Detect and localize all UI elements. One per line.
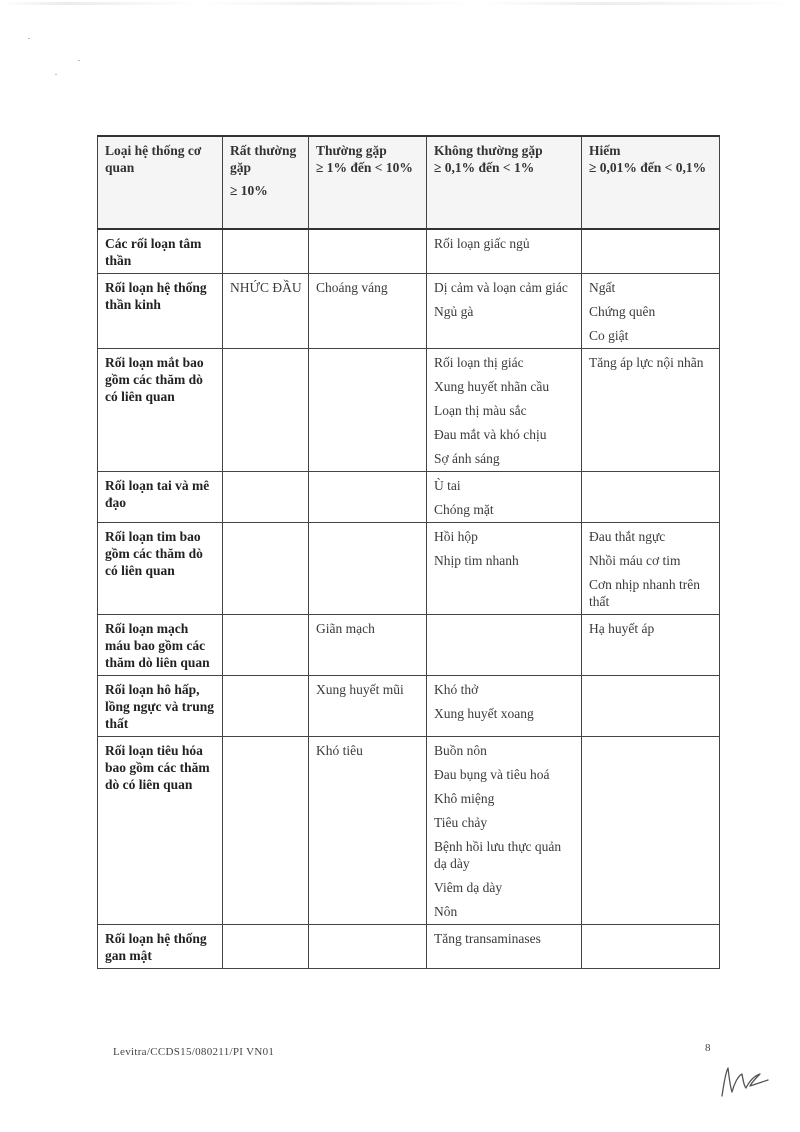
frequency-cell-common xyxy=(309,523,427,615)
frequency-cell-common xyxy=(309,472,427,523)
frequency-cell-rare xyxy=(582,472,720,523)
table-body xyxy=(98,229,720,969)
adverse-effect-item: Hồi hộp xyxy=(434,529,478,544)
header-common xyxy=(309,136,427,229)
header-label: Không thường gặp xyxy=(434,143,543,158)
frequency-cell-uncommon xyxy=(427,676,582,737)
frequency-cell-rare xyxy=(582,925,720,969)
table-row xyxy=(98,523,720,615)
adverse-effect-item: Choáng váng xyxy=(316,280,388,295)
frequency-cell-rare xyxy=(582,274,720,349)
frequency-cell-uncommon xyxy=(427,615,582,676)
frequency-cell-uncommon xyxy=(427,349,582,472)
organ-class-cell: Rối loạn mạch máu bao gồm các thăm dò liên quan xyxy=(98,615,223,676)
organ-class-cell: Các rối loạn tâm thần xyxy=(98,229,223,274)
frequency-cell-rare xyxy=(582,349,720,472)
organ-class-cell: Rối loạn tiêu hóa bao gồm các thăm dò có liên quan xyxy=(98,737,223,925)
frequency-cell-uncommon xyxy=(427,523,582,615)
adverse-effect-item: Ù tai xyxy=(434,478,461,493)
frequency-cell-very-common xyxy=(223,615,309,676)
frequency-cell-very-common xyxy=(223,472,309,523)
adverse-effect-item: Buồn nôn xyxy=(434,743,487,758)
adverse-effect-item: Khó thở xyxy=(434,682,479,697)
frequency-cell-common xyxy=(309,615,427,676)
table-row xyxy=(98,349,720,472)
scan-speck xyxy=(78,60,80,61)
adverse-effect-item: Chứng quên xyxy=(589,304,656,319)
adverse-effect-item: Cơn nhịp nhanh trên thất xyxy=(589,577,700,609)
adverse-effect-item: Nôn xyxy=(434,904,458,919)
frequency-cell-very-common xyxy=(223,349,309,472)
adverse-effect-item: Nhịp tim nhanh xyxy=(434,553,519,568)
adverse-effect-item: Xung huyết mũi xyxy=(316,682,404,697)
frequency-cell-rare xyxy=(582,615,720,676)
header-label: Loại hệ thống cơ quan xyxy=(105,143,202,175)
frequency-cell-very-common xyxy=(223,737,309,925)
adverse-effect-item: Khó tiêu xyxy=(316,743,363,758)
page-number: 8 xyxy=(705,1042,711,1054)
frequency-cell-uncommon xyxy=(427,472,582,523)
adverse-effect-item: Đau thắt ngực xyxy=(589,529,666,544)
scan-edge xyxy=(0,2,800,5)
adverse-effect-item: Xung huyết nhãn cầu xyxy=(434,379,550,394)
table-row xyxy=(98,925,720,969)
adverse-effect-item: Rối loạn thị giác xyxy=(434,355,524,370)
adverse-effect-item: NHỨC ĐẦU xyxy=(230,280,302,295)
frequency-cell-rare xyxy=(582,737,720,925)
frequency-cell-very-common xyxy=(223,523,309,615)
organ-class-cell: Rối loạn hô hấp, lồng ngực và trung thất xyxy=(98,676,223,737)
table-row xyxy=(98,229,720,274)
adverse-effect-item: Đau mắt và khó chịu xyxy=(434,427,547,442)
header-frequency: ≥ 1% đến < 10% xyxy=(316,160,413,175)
adverse-effect-item: Co giật xyxy=(589,328,629,343)
adverse-effect-item: Giãn mạch xyxy=(316,621,375,636)
frequency-cell-very-common xyxy=(223,229,309,274)
adverse-effect-item: Bệnh hồi lưu thực quản dạ dày xyxy=(434,839,562,871)
header-organ-class xyxy=(98,136,223,229)
adverse-effect-item: Chóng mặt xyxy=(434,502,494,517)
frequency-cell-very-common xyxy=(223,925,309,969)
organ-class-cell: Rối loạn tai và mê đạo xyxy=(98,472,223,523)
document-code: Levitra/CCDS15/080211/PI VN01 xyxy=(113,1046,275,1058)
adverse-effect-item: Tăng transaminases xyxy=(434,931,541,946)
adverse-effect-item: Rối loạn giấc ngủ xyxy=(434,236,530,251)
header-rare xyxy=(582,136,720,229)
header-uncommon xyxy=(427,136,582,229)
adverse-effect-item: Ngủ gà xyxy=(434,304,474,319)
header-frequency: ≥ 0,1% đến < 1% xyxy=(434,160,535,175)
adverse-effect-item: Viêm dạ dày xyxy=(434,880,503,895)
frequency-cell-common xyxy=(309,737,427,925)
frequency-cell-very-common xyxy=(223,274,309,349)
scan-speck xyxy=(28,38,30,39)
header-frequency: ≥ 0,01% đến < 0,1% xyxy=(589,160,707,175)
adverse-effect-item: Nhồi máu cơ tim xyxy=(589,553,681,568)
table-row xyxy=(98,676,720,737)
header-label: Rất thường gặp xyxy=(230,143,297,175)
table-row xyxy=(98,615,720,676)
organ-class-cell: Rối loạn hệ thống thần kinh xyxy=(98,274,223,349)
organ-class-cell: Rối loạn tim bao gồm các thăm dò có liên quan xyxy=(98,523,223,615)
frequency-cell-common xyxy=(309,274,427,349)
frequency-cell-uncommon xyxy=(427,274,582,349)
adverse-effect-item: Xung huyết xoang xyxy=(434,706,534,721)
header-label: Hiếm xyxy=(589,143,621,158)
header-frequency: ≥ 10% xyxy=(230,183,268,198)
frequency-cell-common xyxy=(309,676,427,737)
adverse-effect-item: Loạn thị màu sắc xyxy=(434,403,527,418)
adverse-effect-item: Sợ ánh sáng xyxy=(434,451,500,466)
adverse-effect-item: Dị cảm và loạn cảm giác xyxy=(434,280,568,295)
organ-class-cell: Rối loạn mắt bao gồm các thăm dò có liên quan xyxy=(98,349,223,472)
table-header-row xyxy=(98,136,720,229)
frequency-cell-common xyxy=(309,349,427,472)
frequency-cell-common xyxy=(309,925,427,969)
header-very-common xyxy=(223,136,309,229)
signature-mark xyxy=(716,1062,772,1102)
frequency-cell-rare xyxy=(582,229,720,274)
adverse-effect-item: Tiêu chảy xyxy=(434,815,488,830)
adverse-effect-item: Khô miệng xyxy=(434,791,495,806)
organ-class-cell: Rối loạn hệ thống gan mật xyxy=(98,925,223,969)
table-row xyxy=(98,472,720,523)
adverse-effect-item: Tăng áp lực nội nhãn xyxy=(589,355,704,370)
adverse-effects-table xyxy=(97,135,720,969)
frequency-cell-rare xyxy=(582,523,720,615)
adverse-effect-item: Hạ huyết áp xyxy=(589,621,655,636)
table-row xyxy=(98,737,720,925)
frequency-cell-common xyxy=(309,229,427,274)
frequency-cell-uncommon xyxy=(427,229,582,274)
header-label: Thường gặp xyxy=(316,143,387,158)
adverse-effect-item: Đau bụng và tiêu hoá xyxy=(434,767,550,782)
table-row xyxy=(98,274,720,349)
frequency-cell-very-common xyxy=(223,676,309,737)
frequency-cell-uncommon xyxy=(427,925,582,969)
frequency-cell-uncommon xyxy=(427,737,582,925)
adverse-effect-item: Ngất xyxy=(589,280,616,295)
frequency-cell-rare xyxy=(582,676,720,737)
scan-speck xyxy=(55,74,57,75)
